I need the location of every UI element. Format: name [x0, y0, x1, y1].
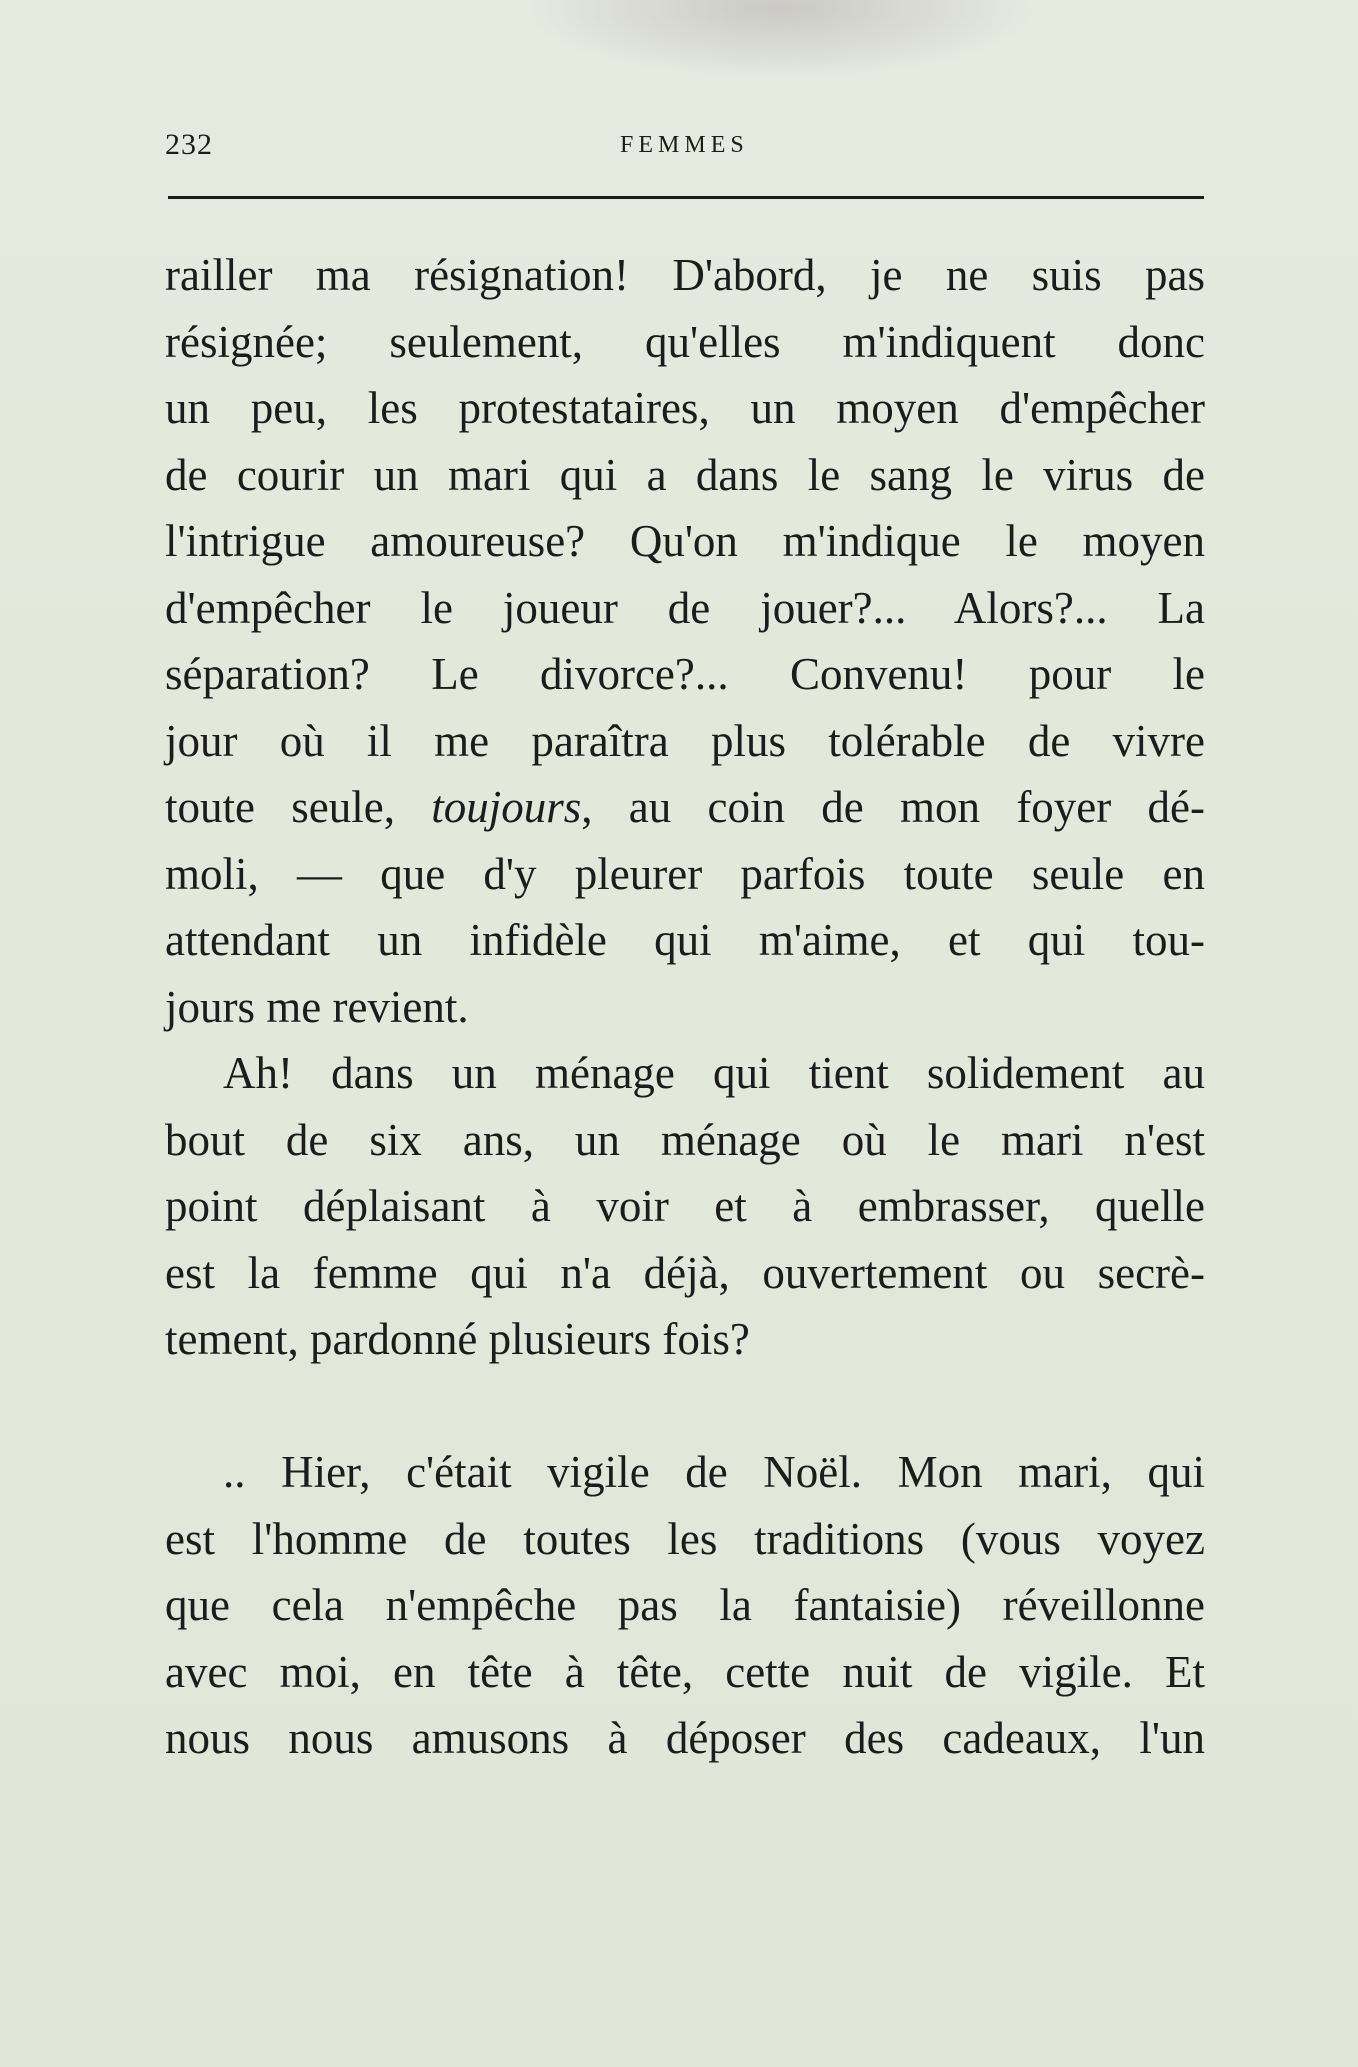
text-line: jours me revient. [165, 981, 469, 1032]
text-line: résignée; seulement, qu'elles m'indiquent donc [165, 316, 1205, 367]
page-number: 232 [165, 128, 213, 161]
text-line: jour où il me paraîtra plus tolérable de vivre [165, 715, 1205, 766]
body-text [165, 242, 1205, 1772]
text-line: est la femme qui n'a déjà, ouvertement ou secrè- [165, 1247, 1205, 1298]
text-line: un peu, les protestataires, un moyen d'empêcher [165, 383, 1205, 433]
text-line: nous nous amusons à déposer des cadeaux, l'un [165, 1713, 1205, 1763]
text-line: attendant un infidèle qui m'aime, et qui tou- [165, 915, 1205, 965]
text-line: est l'homme de toutes les traditions (vous voyez [165, 1513, 1205, 1564]
section-gap [165, 1373, 1205, 1440]
running-title: FEMMES [620, 132, 749, 158]
text-line: l'intrigue amoureuse? Qu'on m'indique le moyen [165, 516, 1205, 566]
text-line: Ah! dans un ménage qui tient solidement au [223, 1048, 1205, 1098]
text-line: railler ma résignation! D'abord, je ne suis pas [165, 250, 1205, 300]
text-line: que cela n'empêche pas la fantaisie) réveillonne [165, 1580, 1205, 1630]
text-segment: , au coin de mon foyer dé- [581, 782, 1205, 832]
text-segment: toute seule, [165, 782, 432, 832]
text-line: d'empêcher le joueur de jouer?... Alors?... La [165, 582, 1205, 633]
text-line-with-italic [165, 774, 1205, 841]
text-line: bout de six ans, un ménage où le mari n'est [165, 1114, 1205, 1165]
italic-word: toujours [431, 782, 582, 832]
text-line: point déplaisant à voir et à embrasser, quelle [165, 1181, 1205, 1231]
text-line: de courir un mari qui a dans le sang le virus de [165, 449, 1205, 500]
header-rule [168, 196, 1204, 199]
text-line: avec moi, en tête à tête, cette nuit de vigile. Et [165, 1646, 1205, 1697]
text-line: .. Hier, c'était vigile de Noël. Mon mari, qui [223, 1447, 1205, 1497]
paper-stain [520, 0, 1040, 80]
text-line: moli, — que d'y pleurer parfois toute seule en [165, 848, 1205, 899]
text-line: séparation? Le divorce?... Convenu! pour le [165, 649, 1205, 699]
text-line: tement, pardonné plusieurs fois? [165, 1314, 750, 1364]
page-header [165, 128, 1205, 168]
